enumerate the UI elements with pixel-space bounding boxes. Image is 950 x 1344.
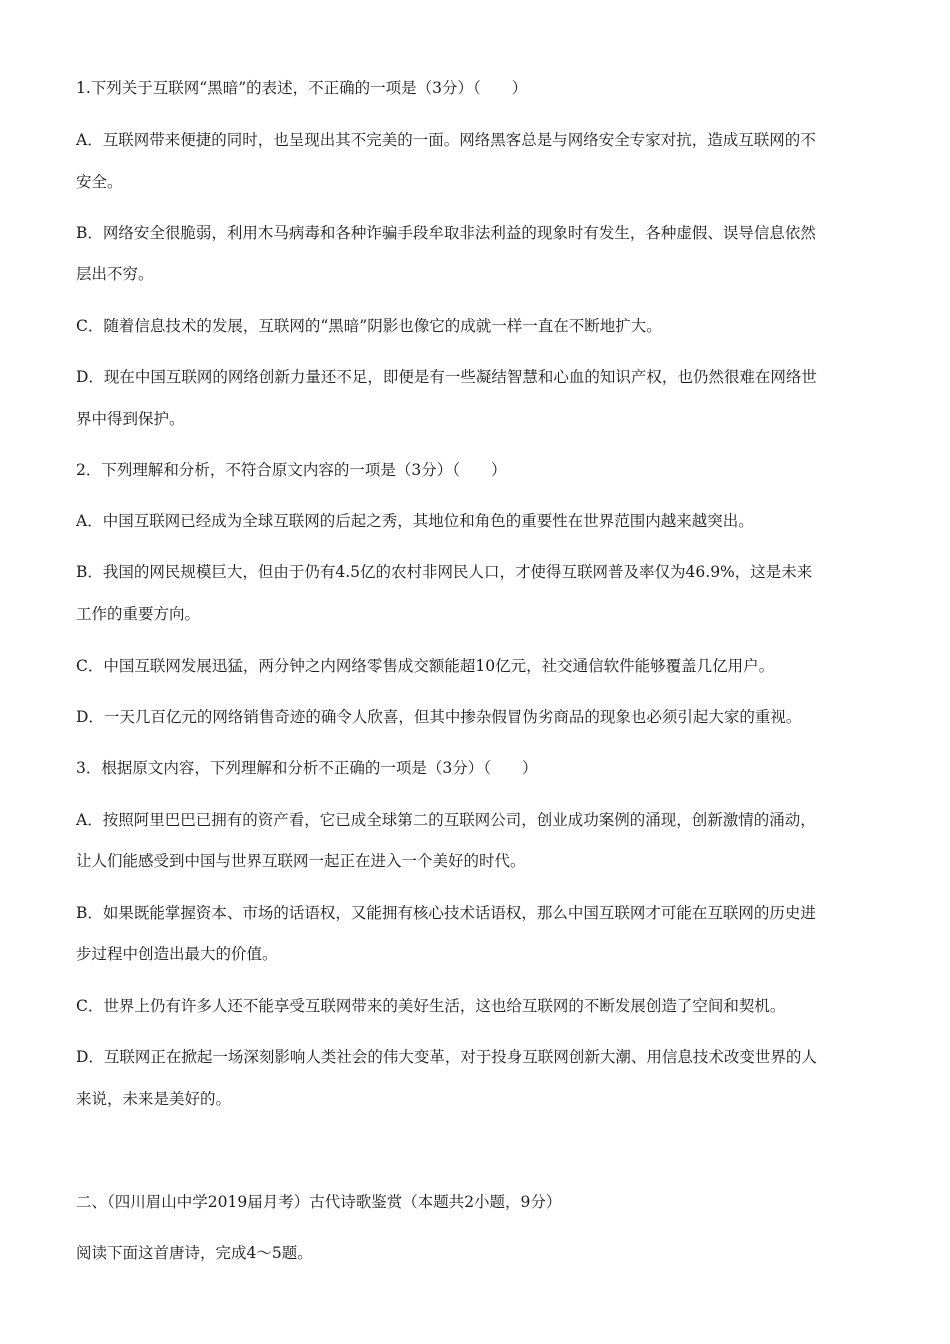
question-3-option-c: C．世界上仍有许多人还不能享受互联网带来的美好生活，这也给互联网的不断发展创造了空间和契机。 [76,997,786,1015]
question-2-option-b: B．我国的网民规模巨大，但由于仍有4.5亿的农村非网民人口，才使得互联网普及率仅为46.9%，这是未来 [76,563,813,581]
question-1-option-d: D．现在中国互联网的网络创新力量还不足，即便是有一些凝结智慧和心血的知识产权，也仍然很难在网络世 [76,368,817,386]
question-3-option-b-cont: 步过程中创造出最大的价值。 [76,945,278,963]
question-2-option-d: D．一天几百亿元的网络销售奇迹的确令人欣喜，但其中掺杂假冒伪劣商品的现象也必须引起大家的重视。 [76,708,802,726]
question-1-stem: 1.下列关于互联网“黑暗”的表述，不正确的一项是（3分）（ ） [76,79,528,97]
question-3-option-b: B．如果既能掌握资本、市场的话语权，又能拥有核心技术话语权，那么中国互联网才可能在互联网的历史进 [76,904,816,922]
question-3-option-d: D．互联网正在掀起一场深刻影响人类社会的伟大变革，对于投身互联网创新大潮、用信息技术改变世界的人 [76,1048,817,1066]
section-2-heading: 二、（四川眉山中学2019届月考）古代诗歌鉴赏（本题共2小题，9分） [76,1193,562,1211]
question-1-option-a: A．互联网带来便捷的同时，也呈现出其不完美的一面。网络黑客总是与网络安全专家对抗，造成互联网的不 [76,131,816,149]
section-2-instruction: 阅读下面这首唐诗，完成4～5题。 [76,1244,313,1262]
question-3-option-d-cont: 来说，未来是美好的。 [76,1090,232,1108]
question-1-option-a-cont: 安全。 [76,173,123,191]
question-1-option-b: B．网络安全很脆弱，利用木马病毒和各种诈骗手段牟取非法利益的现象时有发生，各种虚假、误导信息依然 [76,224,816,242]
question-1-option-c: C．随着信息技术的发展，互联网的“黑暗”阴影也像它的成就一样一直在不断地扩大。 [76,317,662,335]
question-3-option-a: A．按照阿里巴巴已拥有的资产看，它已成全球第二的互联网公司，创业成功案例的涌现，创新激情的涌动， [76,811,816,829]
question-1-option-d-cont: 界中得到保护。 [76,410,185,428]
question-2-option-a: A．中国互联网已经成为全球互联网的后起之秀，其地位和角色的重要性在世界范围内越来越突出。 [76,512,754,530]
question-3-option-a-cont: 让人们能感受到中国与世界互联网一起正在进入一个美好的时代。 [76,852,526,870]
question-2-option-b-cont: 工作的重要方向。 [76,605,201,623]
question-1-option-b-cont: 层出不穷。 [76,265,154,283]
question-2-stem: 2．下列理解和分析，不符合原文内容的一项是（3分）（ ） [76,461,507,479]
question-2-option-c: C．中国互联网发展迅猛，两分钟之内网络零售成交额能超10亿元，社交通信软件能够覆盖几亿用户。 [76,657,775,675]
question-3-stem: 3．根据原文内容，下列理解和分析不正确的一项是（3分）（ ） [76,759,538,777]
